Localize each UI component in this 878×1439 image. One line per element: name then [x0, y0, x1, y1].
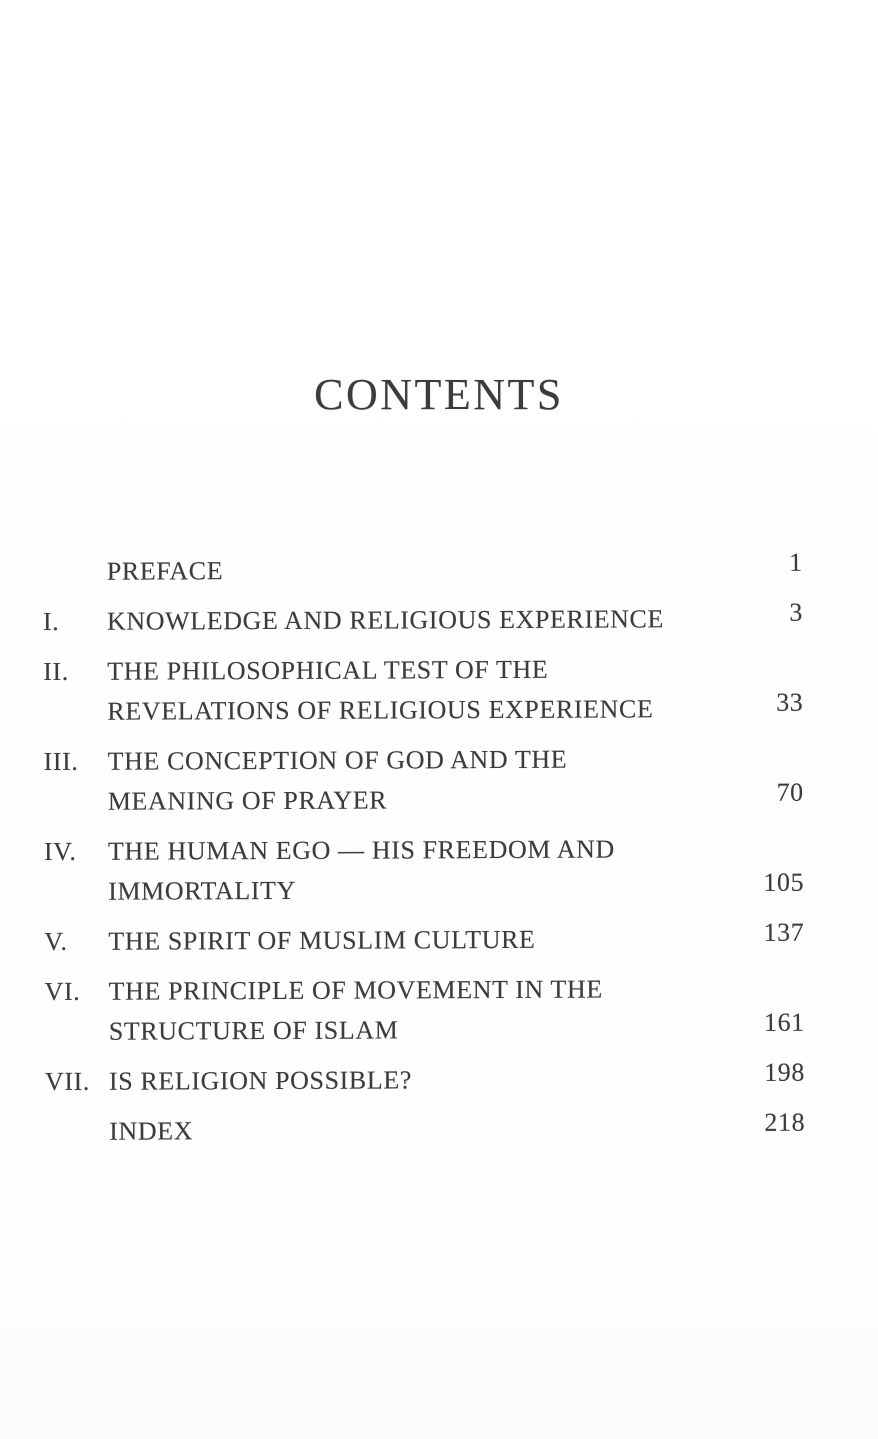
page-title: CONTENTS	[314, 370, 564, 419]
page-number: 137	[763, 917, 805, 947]
chapter-title-line: THE CONCEPTION OF GOD AND THE	[107, 744, 568, 776]
page-number: 1	[789, 547, 803, 577]
chapter-title	[108, 919, 744, 962]
chapter-title-line: IMMORTALITY	[108, 875, 297, 906]
chapter-title-line: INDEX	[109, 1116, 194, 1146]
chapter-title-line: STRUCTURE OF ISLAM	[108, 1015, 399, 1046]
chapter-title-line: PREFACE	[106, 556, 224, 586]
toc-entry	[43, 649, 803, 732]
page-number: 33	[776, 687, 804, 717]
chapter-numeral: VI.	[44, 976, 81, 1006]
page-number: 105	[763, 867, 805, 897]
toc-entry	[43, 599, 803, 642]
page-number: 3	[789, 597, 804, 627]
chapter-title-line: THE SPIRIT OF MUSLIM CULTURE	[108, 924, 536, 956]
chapter-title	[107, 549, 743, 592]
chapter-numeral: VII.	[44, 1066, 91, 1096]
chapter-title	[109, 1059, 745, 1102]
chapter-title-line: THE PHILOSOPHICAL TEST OF THE	[107, 654, 549, 686]
chapter-title	[108, 829, 744, 912]
chapter-title-line: IS RELIGION POSSIBLE?	[108, 1065, 412, 1096]
toc-entry	[45, 1109, 805, 1152]
chapter-title	[107, 599, 743, 642]
chapter-title-line: REVELATIONS OF RELIGIOUS EXPERIENCE	[107, 694, 654, 726]
toc-entry	[45, 1059, 805, 1102]
chapter-title	[109, 1109, 745, 1152]
chapter-title-line: KNOWLEDGE AND RELIGIOUS EXPERIENCE	[106, 604, 665, 636]
chapter-title-line: MEANING OF PRAYER	[107, 785, 388, 816]
toc-entry	[44, 919, 804, 962]
toc-entry	[44, 829, 804, 912]
toc-entry	[43, 549, 803, 592]
chapter-numeral: V.	[44, 926, 68, 956]
chapter-numeral: IV.	[43, 836, 77, 866]
chapter-numeral: I.	[42, 606, 60, 637]
chapter-title	[107, 649, 743, 732]
contents-list	[43, 549, 806, 1152]
chapter-title	[108, 739, 744, 822]
chapter-title-line: THE HUMAN EGO — HIS FREEDOM AND	[107, 834, 615, 866]
chapter-numeral: III.	[43, 746, 79, 777]
chapter-title	[109, 969, 745, 1052]
page-number: 198	[764, 1057, 806, 1087]
toc-entry	[44, 739, 804, 822]
page-number: 218	[764, 1107, 806, 1137]
toc-entry	[45, 969, 805, 1052]
chapter-numeral: II.	[43, 656, 69, 687]
page-number: 161	[763, 1007, 805, 1037]
page-number: 70	[776, 777, 804, 807]
chapter-title-line: THE PRINCIPLE OF MOVEMENT IN THE	[108, 974, 603, 1006]
